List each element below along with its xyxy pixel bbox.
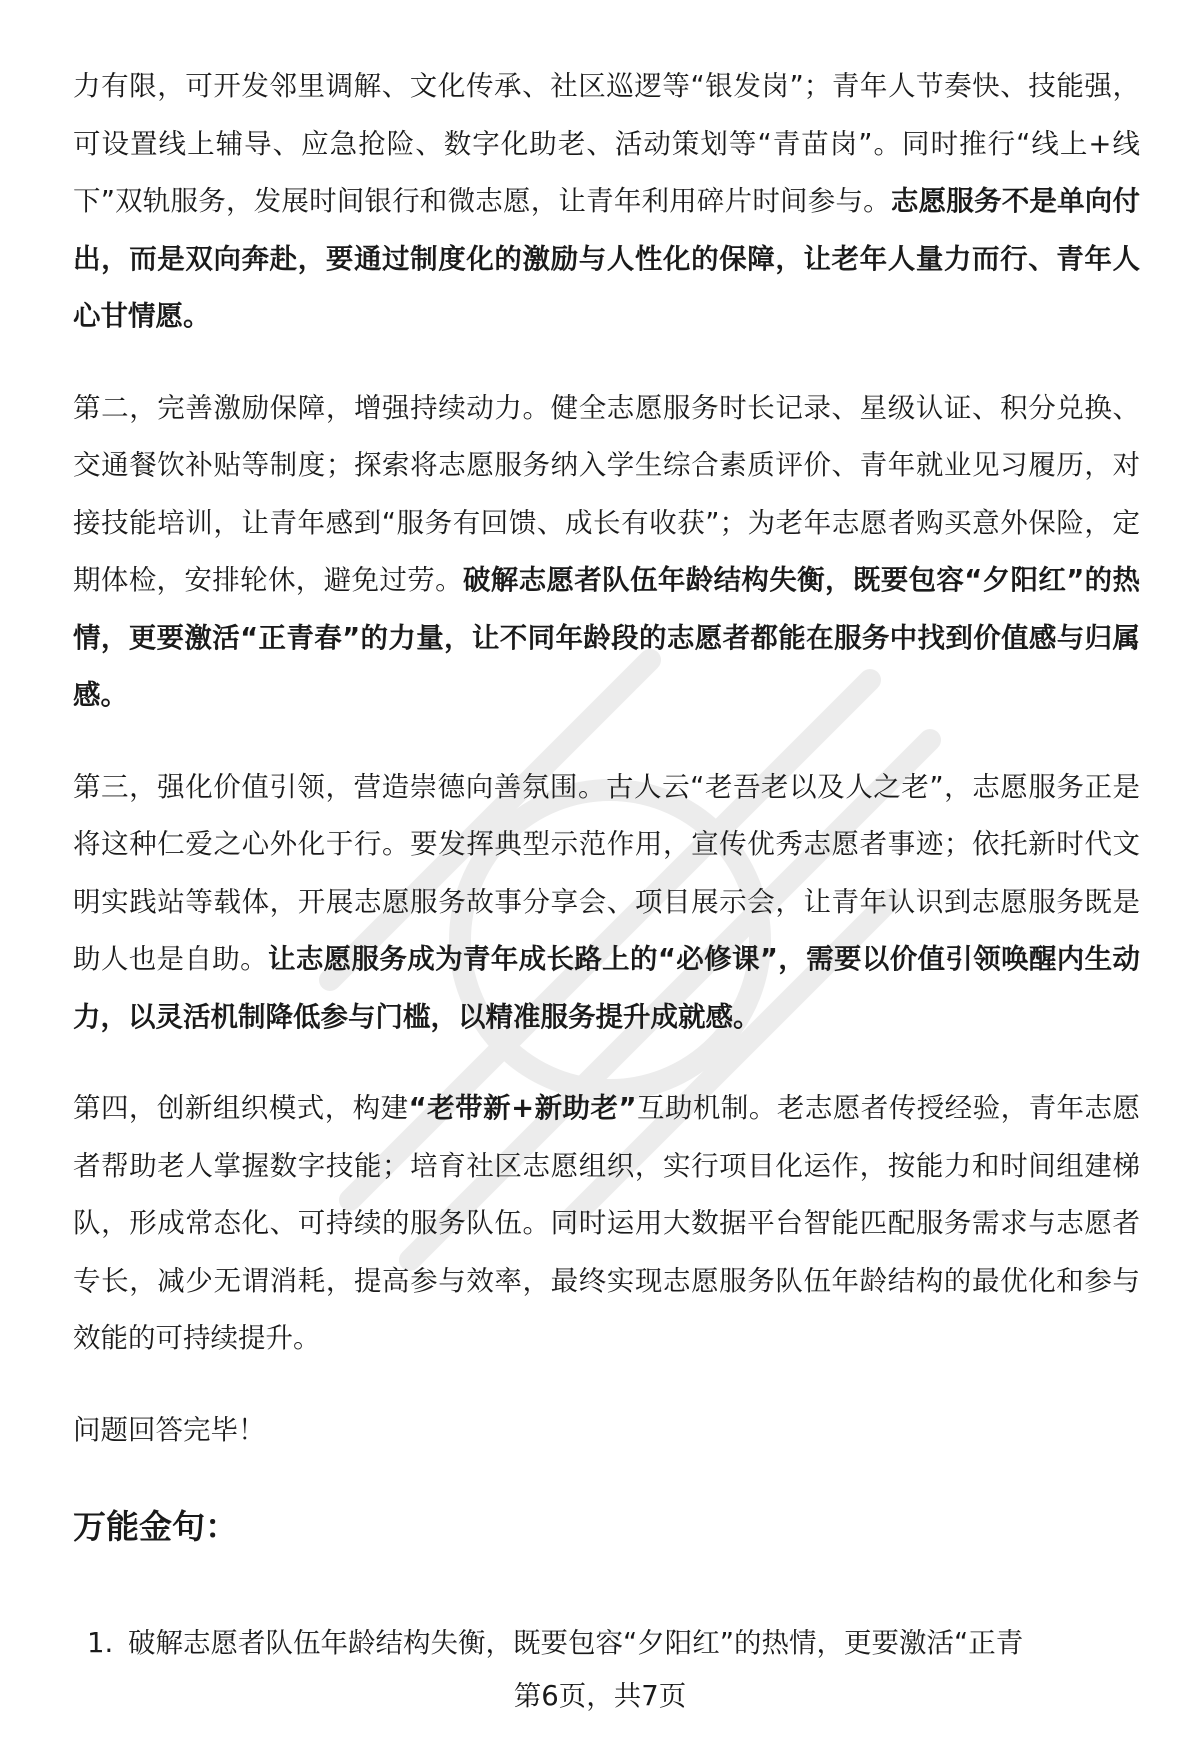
paragraph-text: 第四，创新组织模式，构建 [73, 1092, 409, 1124]
golden-quotes-list [73, 1615, 1140, 1673]
paragraph-text: 互助机制。老志愿者传授经验，青年志愿者帮助老人掌握数字技能；培育社区志愿组织，实行项目化运作，按能力和时间组建梯队，形成常态化、可持续的服务队伍。同时运用大数据平台智能匹配服务需求与志愿者专长，减少无谓消耗，提高参与效率，最终实现志愿服务队伍年龄结构的最优化和参与效能的可持续提升。 [73, 1092, 1140, 1354]
paragraph-text: 力有限，可开发邻里调解、文化传承、社区巡逻等“银发岗”；青年人节奏快、技能强，可设置线上辅导、应急抢险、数字化助老、活动策划等“青苗岗”。同时推行“线上+线下”双轨服务，发展时间银行和微志愿，让青年利用碎片时间参与。 [73, 70, 1140, 217]
closing-remark: 问题回答完毕！ [73, 1413, 266, 1446]
paragraph-emphasis: 让志愿服务成为青年成长路上的“必修课”，需要以价值引领唤醒内生动力，以灵活机制降低参与门槛，以精准服务提升成就感。 [73, 943, 1140, 1033]
paragraph-emphasis: “老带新+新助老” [408, 1092, 637, 1124]
document-body [73, 58, 1140, 1673]
paragraph-emphasis: 志愿服务不是单向付出，而是双向奔赴，要通过制度化的激励与人性化的保障，让老年人量力而行、青年人心甘情愿。 [73, 185, 1141, 332]
paragraph-intro-continued [73, 58, 1140, 346]
paragraph-text: 第三，强化价值引领，营造崇德向善氛围。古人云“老吾老以及人之老”，志愿服务正是将这种仁爱之心外化于行。要发挥典型示范作用，宣传优秀志愿者事迹；依托新时代文明实践站等载体，开展志愿服务故事分享会、项目展示会，让青年认识到志愿服务既是助人也是自助。 [73, 770, 1140, 975]
golden-quotes-heading: 万能金句： [73, 1507, 238, 1546]
paragraph-fourth-point [73, 1080, 1140, 1368]
list-item-text: 破解志愿者队伍年龄结构失衡，既要包容“夕阳红”的热情，更要激活“正青 [128, 1627, 1024, 1659]
paragraph-second-point [73, 380, 1140, 725]
list-item [73, 1615, 1140, 1673]
list-item-number: 1. [87, 1627, 114, 1659]
paragraph-text: 第二，完善激励保障，增强持续动力。健全志愿服务时长记录、星级认证、积分兑换、交通餐饮补贴等制度；探索将志愿服务纳入学生综合素质评价、青年就业见习履历，对接技能培训，让青年感到“服务有回馈、成长有收获”；为老年志愿者购买意外保险，定期体检，安排轮休，避免过劳。 [73, 391, 1140, 596]
page-footer: 第6页，共7页 [513, 1680, 687, 1712]
paragraph-third-point [73, 759, 1140, 1047]
paragraph-emphasis: 破解志愿者队伍年龄结构失衡，既要包容“夕阳红”的热情，更要激活“正青春”的力量，让不同年龄段的志愿者都能在服务中找到价值感与归属感。 [73, 564, 1140, 711]
